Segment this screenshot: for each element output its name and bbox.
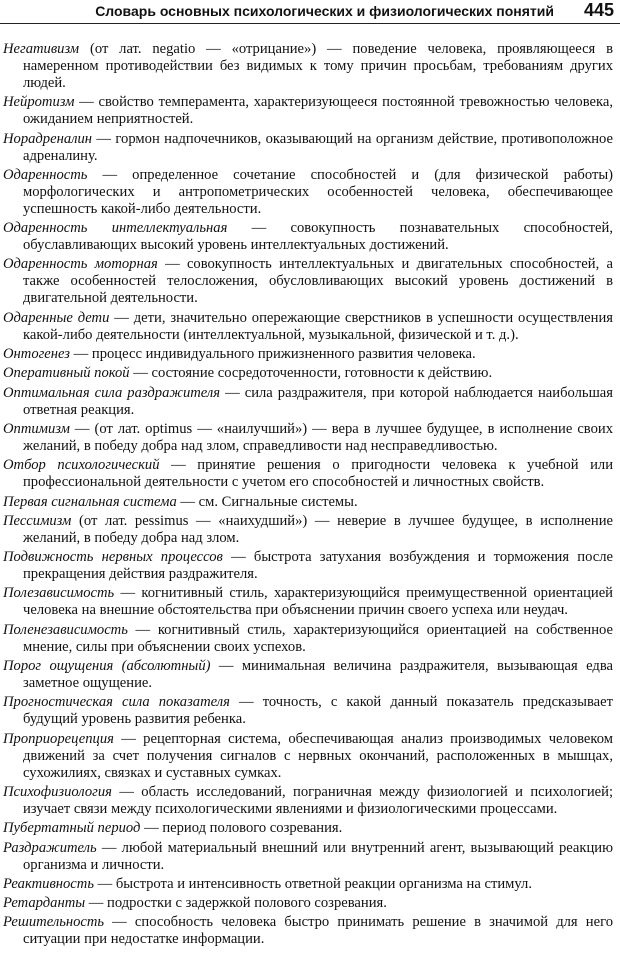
entry-term: Онтогенез [3, 346, 71, 363]
entry-definition: — гормон надпочечников, оказывающий на организм действие, противоположное адреналину. [23, 130, 613, 164]
entry-term: Негативизм [3, 41, 80, 57]
entry-definition: — принятие решения о пригодности человека к учебной или профессиональной деятельности с учетом его способностей и личностных свойств. [23, 457, 613, 491]
glossary-entry [3, 167, 613, 218]
running-title: Словарь основных психологических и физиологических понятий [95, 3, 554, 19]
entry-term: Нейротизм [3, 94, 75, 111]
entry-definition: — (от лат. optimus — «наилучший») — вера в лучшее будущее, в исполнение своих желаний, в победу добра над злом, справедливости над несправедливостью. [23, 420, 613, 454]
glossary-entry [3, 421, 613, 455]
entry-term: Порог ощущения (абсолютный) [3, 658, 211, 675]
entry-term: Одаренность моторная [3, 256, 158, 273]
glossary-entry [3, 585, 613, 619]
entry-term: Оптимизм [3, 420, 70, 437]
glossary-entry [3, 895, 613, 912]
entry-definition: — любой материальный внешний или внутренний агент, вызывающий реакцию организма и личности. [23, 839, 613, 873]
glossary-entry [3, 513, 613, 547]
glossary-entry [3, 346, 613, 363]
glossary-entry [3, 365, 613, 382]
entry-definition: — свойство темперамента, характеризующееся постоянной тревожностью человека, ожиданием неприятностей. [23, 94, 613, 128]
entry-definition: — когнитивный стиль, характеризующийся ориентацией на собственное мнение, силы при объяснении своих успехов. [23, 621, 613, 655]
glossary-entry [3, 457, 613, 491]
glossary-entry [3, 256, 613, 307]
entry-definition: — когнитивный стиль, характеризующийся преимущественной ориентацией человека на внешние обстоятельства при объяснении причин своего успеха или неудач. [23, 585, 613, 619]
entry-term: Полезависимость [3, 585, 115, 602]
entry-definition: — подростки с задержкой полового созревания. [85, 895, 387, 912]
glossary-entry [3, 876, 613, 893]
page-number: 445 [583, 0, 614, 20]
entry-term: Оперативный покой [3, 365, 130, 382]
entry-definition: — минимальная величина раздражителя, вызывающая едва заметное ощущение. [23, 658, 613, 692]
entry-term: Проприорецепция [3, 730, 114, 747]
entry-definition: — совокупность познавательных способностей, обуславливающих высокий уровень интеллектуальных достижений. [23, 220, 613, 254]
entry-definition: (от лат. pessimus — «наихудший») — неверие в лучшее будущее, в исполнение желаний, в победу добра над злом. [23, 512, 613, 546]
glossary-entries [3, 41, 613, 951]
entry-term: Ретарданты [3, 895, 86, 912]
entry-definition: — процесс индивидуального прижизненного развития человека. [70, 346, 476, 363]
entry-term: Одаренность интеллектуальная [3, 220, 228, 237]
entry-definition: — дети, значительно опережающие сверстников в успешности осуществления какой-либо деятельности (интеллектуальной, музыкальной, физической и т. д.). [23, 309, 613, 343]
entry-definition: — определенное сочетание способностей и (для физической работы) морфологических и антропометрических особенностей человека, обеспечивающее успешность какой-либо деятельности. [23, 166, 613, 217]
glossary-entry [3, 914, 613, 948]
entry-definition: — период полового созревания. [140, 820, 343, 837]
glossary-entry [3, 820, 613, 837]
glossary-entry [3, 494, 613, 511]
entry-term: Раздражитель [3, 839, 97, 856]
glossary-entry [3, 731, 613, 782]
entry-definition: — быстрота затухания возбуждения и торможения после прекращения действия раздражителя. [23, 549, 614, 583]
entry-term: Отбор психологический [3, 457, 160, 474]
glossary-entry [3, 658, 613, 692]
entry-term: Одаренные дети [3, 309, 110, 326]
entry-term: Пессимизм [3, 512, 72, 529]
entry-definition: — состояние сосредоточенности, готовности к действию. [129, 365, 493, 382]
entry-term: Прогностическая сила показателя [3, 694, 230, 711]
entry-term: Решительность [3, 914, 105, 931]
glossary-entry [3, 694, 613, 728]
glossary-entry [3, 131, 613, 165]
glossary-entry [3, 385, 613, 419]
entry-definition: — точность, с какой данный показатель предсказывает будущий уровень развития ребенка. [23, 694, 614, 728]
glossary-entry [3, 220, 613, 254]
page-header [0, 0, 620, 26]
glossary-entry [3, 41, 613, 92]
entry-definition: — область исследований, пограничная между физиологией и психологией; изучает связи между психологическими явлениями и физиологическими процессами. [23, 783, 613, 817]
entry-term: Реактивность [3, 875, 94, 892]
entry-definition: — способность человека быстро принимать решение в значимой для него ситуации при недостатке информации. [23, 914, 613, 948]
entry-term: Первая сигнальная система [3, 493, 177, 510]
entry-definition: (от лат. negatio — «отрицание») — поведение человека, проявляющееся в намеренном противодействии без видимых к тому причин просьбам, требованиям других людей. [23, 41, 613, 91]
entry-term: Психофизиология [3, 783, 112, 800]
entry-definition: — см. Сигнальные системы. [176, 493, 358, 510]
glossary-entry [3, 622, 613, 656]
glossary-entry [3, 94, 613, 128]
entry-term: Пубертатный период [3, 820, 141, 837]
entry-term: Подвижность нервных процессов [3, 549, 223, 566]
entry-definition: — сила раздражителя, при которой наблюдается наибольшая ответная реакция. [23, 384, 613, 418]
header-rule [0, 23, 620, 24]
entry-term: Одаренность [3, 166, 88, 183]
entry-definition: — быстрота и интенсивность ответной реакции организма на стимул. [93, 875, 532, 892]
glossary-entry [3, 549, 613, 583]
glossary-entry [3, 840, 613, 874]
entry-term: Оптимальная сила раздражителя [3, 384, 221, 401]
glossary-entry [3, 310, 613, 344]
entry-term: Норадреналин [3, 130, 93, 147]
entry-definition: — рецепторная система, обеспечивающая анализ производимых человеком движений за счет получения сигналов с нервных окончаний, расположенных в мышцах, сухожилиях, связках и суставных сумках. [23, 730, 613, 781]
entry-definition: — совокупность интеллектуальных и двигательных способностей, а также особенностей телосложения, обусловливающих высокий уровень достижений в двигательной деятельности. [23, 256, 613, 307]
entry-term: Поленезависимость [3, 621, 128, 638]
glossary-entry [3, 784, 613, 818]
